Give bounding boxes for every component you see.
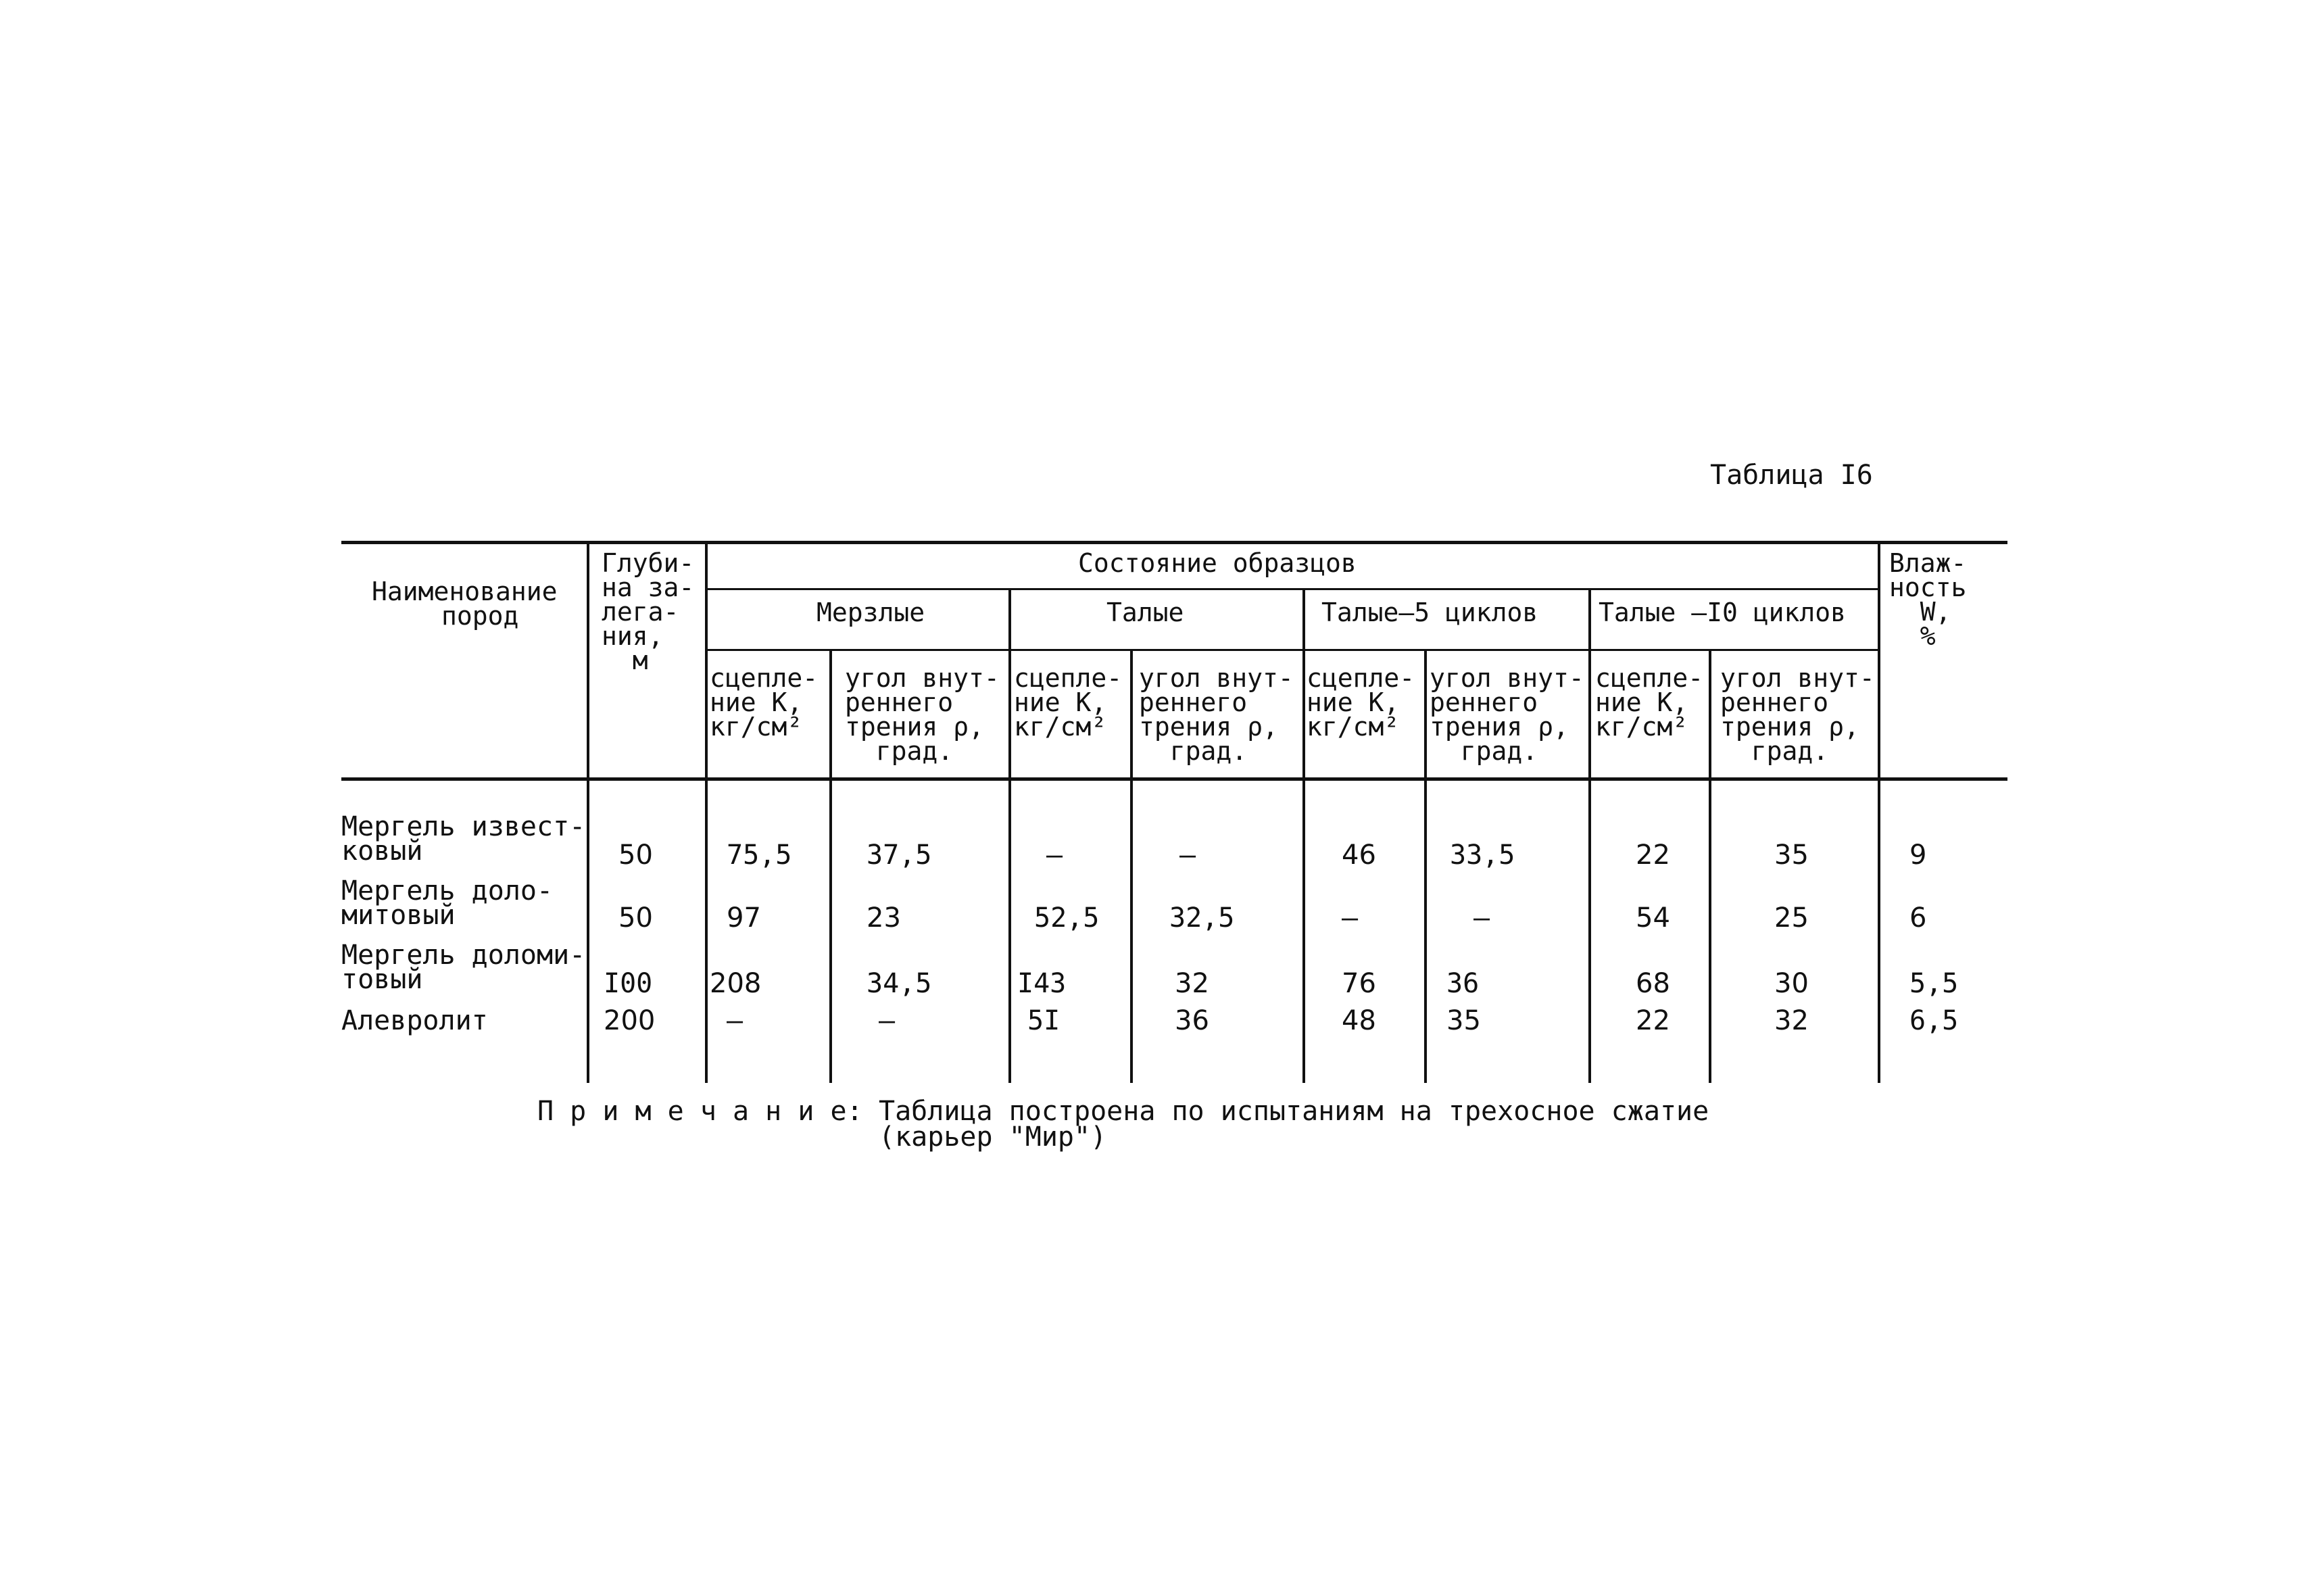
row-depth: I00 [604, 968, 653, 999]
cell-value: – [727, 1005, 744, 1036]
cell-value: 33,5 [1450, 840, 1515, 871]
cohesion-header-frozen: сцепле- ние К, кг/см² [710, 663, 819, 742]
angle-header-10-cycles: угол внут- реннего трения ρ, град. [1720, 663, 1875, 766]
cell-value: – [1179, 840, 1196, 871]
cell-value: 208 [710, 968, 762, 999]
cell-value: 52,5 [1034, 902, 1100, 934]
cell-value: 97 [727, 902, 761, 934]
cell-value: 46 [1342, 840, 1376, 871]
cell-value: 54 [1636, 902, 1670, 934]
cell-value: 25 [1774, 902, 1809, 934]
table-label: Таблица I6 [1710, 460, 1873, 491]
row-name: Мергель доло- митовый [341, 875, 554, 931]
row-moisture: 6,5 [1909, 1005, 1959, 1036]
cell-value: 32 [1175, 968, 1209, 999]
cell-value: 36 [1175, 1005, 1209, 1036]
header-moisture-column: Влаж- ность W, % [1889, 548, 1967, 651]
subgroup-thawed-5-cycles: Талые–5 циклов [1321, 598, 1538, 627]
row-moisture: 9 [1909, 840, 1927, 871]
cell-value: 36 [1446, 968, 1480, 999]
cell-value: 23 [867, 902, 901, 934]
cell-value: 34,5 [867, 968, 932, 999]
header-state-group: Состояние образцов [1078, 548, 1357, 578]
cell-value: 75,5 [727, 840, 792, 871]
cell-value: 22 [1636, 1005, 1670, 1036]
note-label: П р и м е ч а н и е: [537, 1096, 863, 1127]
cell-value: 22 [1636, 840, 1670, 871]
cell-value: 5I [1027, 1005, 1061, 1036]
subgroup-thawed: Талые [1106, 598, 1184, 627]
row-name: Мергель извест- ковый [341, 811, 586, 867]
angle-header-frozen: угол внут- реннего трения ρ, град. [845, 663, 1000, 766]
note-text: Таблица построена по испытаниям на трехосное сжатие (карьер "Мир") [879, 1096, 1709, 1153]
row-moisture: 5,5 [1909, 968, 1959, 999]
cell-value: 68 [1636, 968, 1670, 999]
cell-value: 35 [1446, 1005, 1481, 1036]
cell-value: – [879, 1005, 896, 1036]
cell-value: 30 [1774, 968, 1809, 999]
angle-header-thawed: угол внут- реннего трения ρ, град. [1139, 663, 1294, 766]
cell-value: – [1342, 902, 1359, 934]
header-name-column: Наименование пород [372, 577, 558, 631]
subgroup-thawed-10-cycles: Талые –I0 циклов [1599, 598, 1847, 627]
row-depth: 50 [618, 902, 653, 934]
cell-value: 35 [1774, 840, 1809, 871]
cell-value: 32,5 [1169, 902, 1235, 934]
cell-value: – [1046, 840, 1063, 871]
row-depth: 200 [604, 1005, 656, 1036]
cell-value: 32 [1774, 1005, 1809, 1036]
cell-value: – [1473, 902, 1490, 934]
cell-value: 48 [1342, 1005, 1376, 1036]
cohesion-header-thawed: сцепле- ние К, кг/см² [1014, 663, 1123, 742]
row-depth: 50 [618, 840, 653, 871]
cohesion-header-10-cycles: сцепле- ние К, кг/см² [1595, 663, 1704, 742]
header-depth-column: Глуби- на за- лега- ния, м [602, 548, 695, 675]
angle-header-5-cycles: угол внут- реннего трения ρ, град. [1430, 663, 1584, 766]
row-name: Алевролит [341, 1005, 488, 1036]
cell-value: 37,5 [867, 840, 932, 871]
row-moisture: 6 [1909, 902, 1927, 934]
cell-value: 76 [1342, 968, 1376, 999]
subgroup-frozen: Мерзлые [817, 598, 925, 627]
cell-value: I43 [1017, 968, 1067, 999]
cohesion-header-5-cycles: сцепле- ние К, кг/см² [1307, 663, 1415, 742]
row-name: Мергель доломи- товый [341, 940, 586, 995]
